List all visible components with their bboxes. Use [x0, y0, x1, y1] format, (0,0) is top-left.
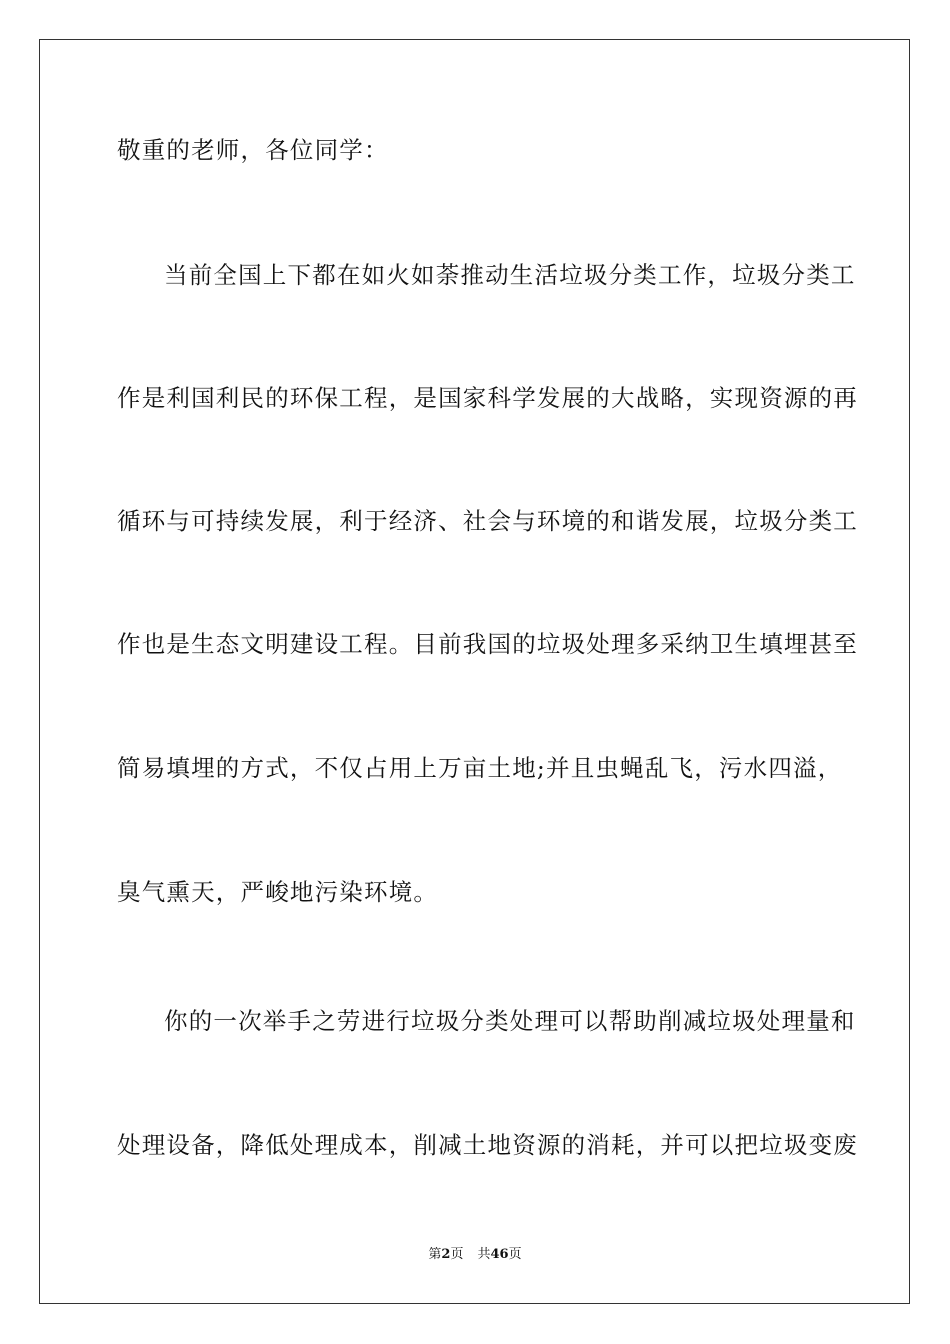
paragraph-line: 简易填埋的方式，不仅占用上万亩土地;并且虫蝇乱飞，污水四溢，: [117, 754, 843, 782]
paragraph-line: 当前全国上下都在如火如荼推动生活垃圾分类工作，垃圾分类工: [164, 261, 856, 289]
paragraph-line: 循环与可持续发展，利于经济、社会与环境的和谐发展，垃圾分类工: [117, 507, 858, 535]
paragraph-line: 处理设备，降低处理成本，削减土地资源的消耗，并可以把垃圾变废: [117, 1131, 858, 1159]
page-number: 2: [441, 1247, 451, 1262]
paragraph-line: 你的一次举手之劳进行垃圾分类处理可以帮助削减垃圾处理量和: [164, 1007, 856, 1035]
page-suffix: 页: [450, 1247, 464, 1262]
page-footer: [0, 1246, 950, 1264]
paragraph-line: 作是利国利民的环保工程，是国家科学发展的大战略，实现资源的再: [117, 384, 858, 412]
paragraph-line: 作也是生态文明建设工程。目前我国的垃圾处理多采纳卫生填埋甚至: [117, 630, 858, 658]
page-prefix: 第: [428, 1247, 442, 1262]
page-border: [39, 39, 910, 1304]
paragraph-line: 臭气熏天，严峻地污染环境。: [117, 878, 439, 906]
total-pages: 46: [490, 1247, 509, 1262]
salutation-line: 敬重的老师，各位同学：: [117, 136, 389, 164]
total-suffix: 页: [508, 1247, 522, 1262]
total-prefix: 共: [477, 1247, 491, 1262]
